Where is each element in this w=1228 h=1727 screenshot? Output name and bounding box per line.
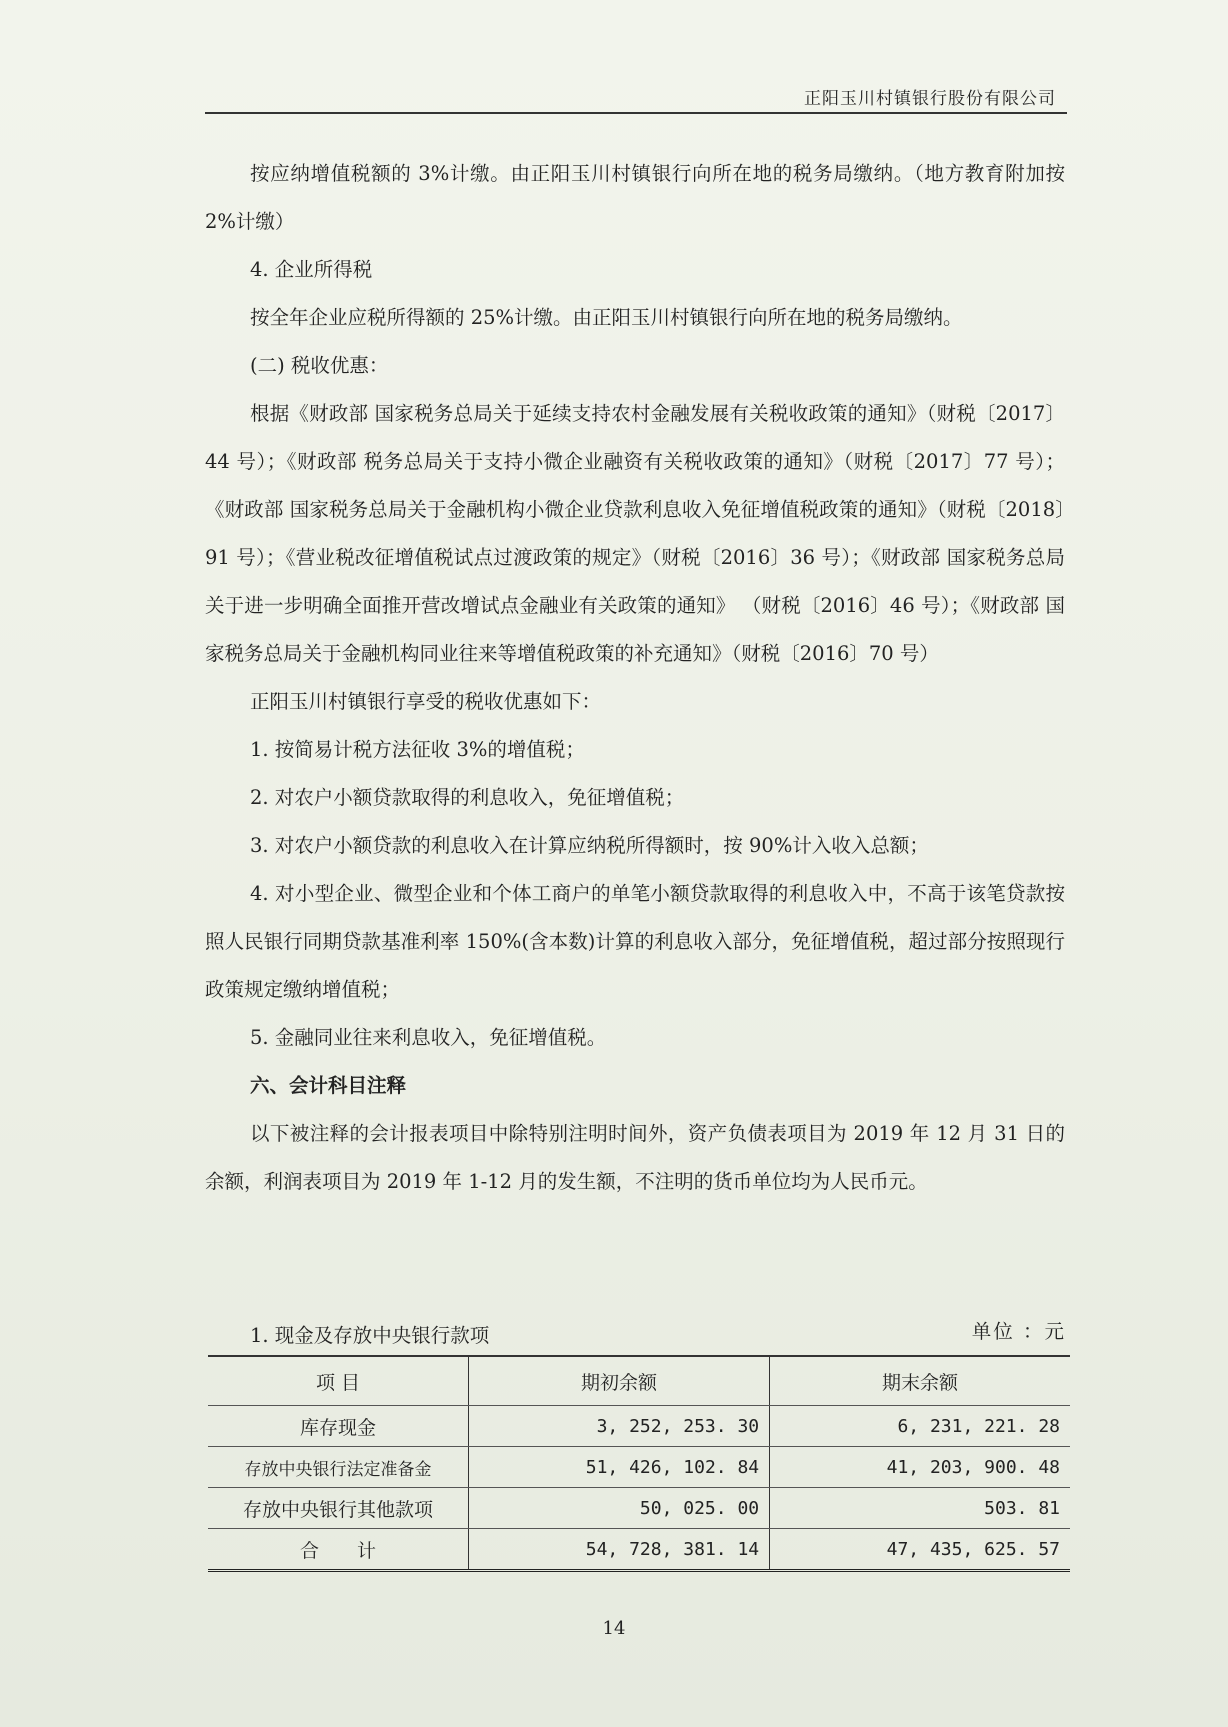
paragraph-education-surcharge: 按应纳增值税额的 3%计缴。由正阳玉川村镇银行向所在地的税务局缴纳。（地方教育附加按 2%计缴） <box>205 162 1065 233</box>
opening-balance: 3, 252, 253. 30 <box>469 1406 770 1447</box>
cash-deposits-table <box>208 1355 1070 1572</box>
incentive-item-1: 1. 按简易计税方法征收 3%的增值税； <box>250 738 585 761</box>
page-number: 14 <box>602 1618 626 1639</box>
section-tax-incentives: (二) 税收优惠： <box>250 354 389 377</box>
paragraph-incentives-intro: 正阳玉川村镇银行享受的税收优惠如下： <box>250 690 602 713</box>
header-item: 项 目 <box>208 1356 469 1406</box>
header-rule <box>205 112 1067 114</box>
row-label: 存放中央银行法定准备金 <box>208 1447 469 1488</box>
item-corporate-income-tax: 4. 企业所得税 <box>250 258 373 281</box>
header-closing-balance: 期末余额 <box>770 1356 1070 1406</box>
table-row <box>208 1488 1070 1529</box>
document-body <box>205 150 1065 1206</box>
closing-balance: 6, 231, 221. 28 <box>770 1406 1070 1447</box>
incentive-item-5: 5. 金融同业往来利息收入，免征增值税。 <box>250 1026 607 1049</box>
row-label: 库存现金 <box>208 1406 469 1447</box>
paragraph-income-tax: 按全年企业应税所得额的 25%计缴。由正阳玉川村镇银行向所在地的税务局缴纳。 <box>250 306 963 329</box>
paragraph-policy-basis: 根据《财政部 国家税务总局关于延续支持农村金融发展有关税收政策的通知》（财税〔2017〕44 号）；《财政部 税务总局关于支持小微企业融资有关税收政策的通知》（财税〔2017〕77 号）；《财政部 国家税务总局关于金融机构小微企业贷款利息收入免征增值税政策的通知》（财税〔2018〕91 号）；《营业税改征增值税试点过渡政策的规定》（财税〔2016〕36 号）；《财政部 国家税务总局关于进一步明确全面推开营改增试点金融业有关政策的通知》 （财税〔2016〕46 号）；《财政部 国家税务总局关于金融机构同业往来等增值税政策的补充通知》（财税〔2016〕70 号） <box>205 402 1065 665</box>
table-header-row <box>208 1356 1070 1406</box>
row-label: 存放中央银行其他款项 <box>208 1488 469 1529</box>
table-row <box>208 1406 1070 1447</box>
section-account-notes: 六、会计科目注释 <box>250 1074 407 1097</box>
table-unit: 单位 ：元 <box>971 1320 1066 1343</box>
table-row <box>208 1447 1070 1488</box>
paragraph-notes-intro: 以下被注释的会计报表项目中除特别注明时间外，资产负债表项目为 2019 年 12 月 31 日的余额，利润表项目为 2019 年 1-12 月的发生额，不注明的货币单位均为人民币元。 <box>205 1122 1065 1193</box>
opening-balance: 50, 025. 00 <box>469 1488 770 1529</box>
closing-balance: 503. 81 <box>770 1488 1070 1529</box>
header-opening-balance: 期初余额 <box>469 1356 770 1406</box>
company-header: 正阳玉川村镇银行股份有限公司 <box>804 89 1056 109</box>
opening-balance-total: 54, 728, 381. 14 <box>469 1529 770 1571</box>
incentive-item-3: 3. 对农户小额贷款的利息收入在计算应纳税所得额时，按 90%计入收入总额； <box>250 834 929 857</box>
incentive-item-4: 4. 对小型企业、微型企业和个体工商户的单笔小额贷款取得的利息收入中，不高于该笔贷款按照人民银行同期贷款基准利率 150%(含本数)计算的利息收入部分，免征增值税，超过部分按照现行政策规定缴纳增值税； <box>205 882 1065 1001</box>
table-total-row <box>208 1529 1070 1571</box>
incentive-item-2: 2. 对农户小额贷款取得的利息收入，免征增值税； <box>250 786 685 809</box>
closing-balance: 41, 203, 900. 48 <box>770 1447 1070 1488</box>
total-label: 合 计 <box>208 1529 469 1571</box>
closing-balance-total: 47, 435, 625. 57 <box>770 1529 1070 1571</box>
table-caption: 1. 现金及存放中央银行款项 <box>250 1324 490 1347</box>
opening-balance: 51, 426, 102. 84 <box>469 1447 770 1488</box>
